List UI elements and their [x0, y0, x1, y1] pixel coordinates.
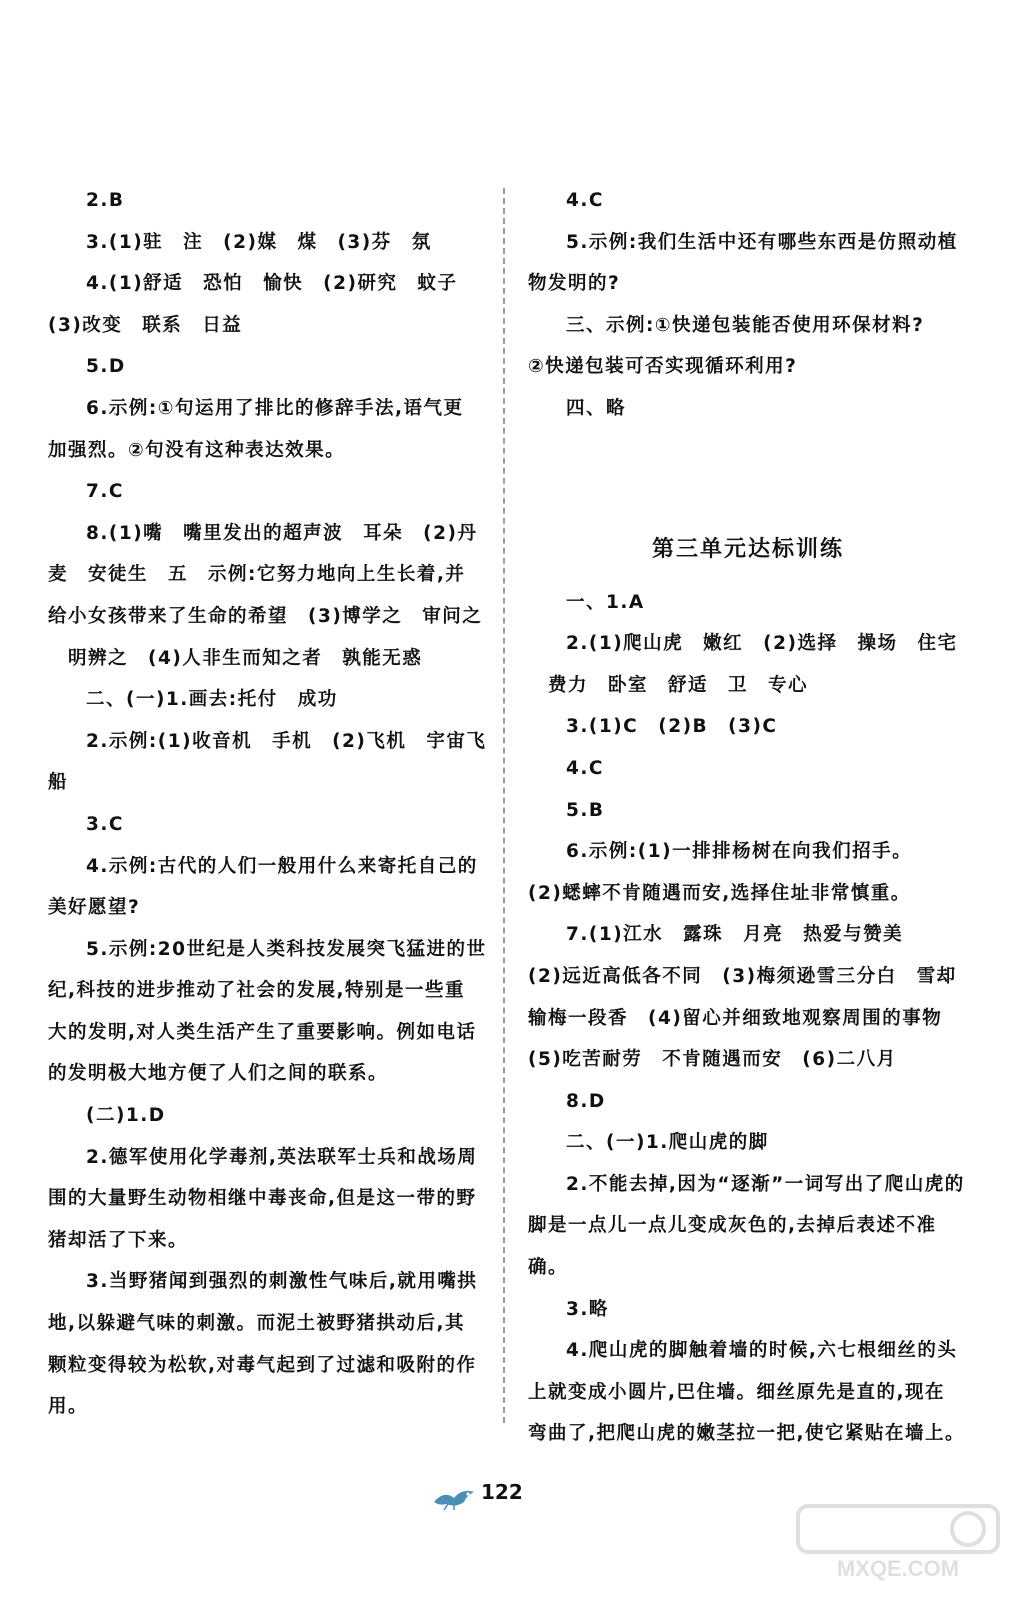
answer-line: 7.C — [86, 481, 124, 503]
answer-line: 给小女孩带来了生命的希望 (3)博学之 审问之 — [48, 605, 483, 627]
answer-line: 5.D — [86, 356, 126, 378]
right-column — [528, 180, 968, 1455]
answer-line: 3.当野猪闻到强烈的刺激性气味后,就用嘴拱 — [86, 1271, 478, 1293]
answer-line: 的发明极大地方便了人们之间的联系。 — [48, 1063, 389, 1085]
answer-line: 美好愿望? — [48, 897, 141, 919]
answer-line: 4.示例:古代的人们一般用什么来寄托自己的 — [86, 855, 478, 877]
column-divider — [503, 188, 505, 1423]
answer-line: 2.不能去掉,因为“逐渐”一词写出了爬山虎的 — [566, 1173, 965, 1195]
answer-line: (二)1.D — [86, 1105, 166, 1127]
section-gap — [528, 430, 968, 518]
answer-line: 颗粒变得较为松软,对毒气起到了过滤和吸附的作 — [48, 1354, 477, 1376]
answer-line: 物发明的? — [528, 273, 621, 295]
answer-line: 8.(1)嘴 嘴里发出的超声波 耳朵 (2)丹 — [86, 522, 478, 544]
bird-logo-icon — [430, 1484, 478, 1510]
answer-line: 加强烈。②句没有这种表达效果。 — [48, 439, 346, 461]
answer-line: 4.(1)舒适 恐怕 愉快 (2)研究 蚊子 — [86, 273, 458, 295]
answer-line: 纪,科技的进步推动了社会的发展,特别是一些重 — [48, 980, 466, 1002]
answer-line: (5)吃苦耐劳 不肯随遇而安 (6)二八月 — [528, 1049, 897, 1071]
answer-line: 三、示例:①快递包装能否使用环保材料? — [566, 314, 925, 336]
answer-line: 围的大量野生动物相继中毒丧命,但是这一带的野 — [48, 1188, 477, 1210]
answer-line: 2.(1)爬山虎 嫩红 (2)选择 操场 住宅 — [566, 633, 958, 655]
answer-line: 脚是一点儿一点儿变成灰色的,去掉后表述不准 — [528, 1215, 937, 1237]
answer-line: 费力 卧室 舒适 卫 专心 — [528, 674, 809, 696]
answer-line: 7.(1)江水 露珠 月亮 热爱与赞美 — [566, 924, 904, 946]
answer-line: 4.C — [566, 190, 604, 211]
answer-line: (2)远近高低各不同 (3)梅须逊雪三分白 雪却 — [528, 965, 957, 987]
page-number: 122 — [481, 1480, 523, 1504]
answer-line: 5.B — [566, 799, 605, 821]
left-column — [48, 180, 487, 1428]
answer-line: 船 — [48, 772, 69, 794]
answer-line: 猪却活了下来。 — [48, 1229, 189, 1251]
answer-line: 四、略 — [566, 397, 627, 419]
section-title: 第三单元达标训练 — [651, 536, 844, 562]
answer-line: 地,以躲避气味的刺激。而泥土被野猪拱动后,其 — [48, 1313, 466, 1335]
answer-line: 上就变成小圆片,巴住墙。细丝原先是直的,现在 — [528, 1381, 946, 1403]
answer-line: 大的发明,对人类生活产生了重要影响。例如电话 — [48, 1021, 477, 1043]
answer-line: 3.(1)C (2)B (3)C — [566, 716, 778, 738]
watermark-text: MXQE.COM — [836, 1556, 960, 1581]
right-top-answers — [528, 180, 968, 430]
answer-line: 4.爬山虎的脚触着墙的时候,六七根细丝的头 — [566, 1340, 958, 1362]
answer-line: ②快递包装可否实现循环利用? — [528, 356, 798, 378]
answer-line: 3.C — [86, 813, 124, 835]
answer-line: 一、1.A — [566, 591, 645, 613]
answer-line: 弯曲了,把爬山虎的嫩茎拉一把,使它紧贴在墙上。 — [528, 1423, 966, 1445]
answer-line: 3.略 — [566, 1298, 609, 1320]
answer-line: 5.示例:我们生活中还有哪些东西是仿照动植 — [566, 231, 958, 253]
answer-line: 6.示例:(1)一排排杨树在向我们招手。 — [566, 841, 913, 863]
answer-line: 输梅一段香 (4)留心并细致地观察周围的事物 — [528, 1007, 943, 1029]
answer-line: 2.示例:(1)收音机 手机 (2)飞机 宇宙飞 — [86, 730, 487, 752]
answer-line: 3.(1)驻 注 (2)媒 煤 (3)芬 氛 — [86, 231, 432, 253]
answer-line: 2.德军使用化学毒剂,英法联军士兵和战场周 — [86, 1146, 478, 1168]
answer-line: 确。 — [528, 1257, 569, 1279]
answer-line: 麦 安徒生 五 示例:它努力地向上生长着,并 — [48, 564, 466, 586]
right-bottom-answers — [528, 582, 968, 1455]
answer-line: 用。 — [48, 1396, 89, 1418]
answer-line: 2.B — [86, 190, 125, 211]
watermark-logo — [788, 1502, 1008, 1582]
answer-line: 6.示例:①句运用了排比的修辞手法,语气更 — [86, 397, 464, 419]
answer-line: 二、(一)1.爬山虎的脚 — [566, 1132, 769, 1154]
answer-line: 4.C — [566, 757, 604, 779]
answer-line: 8.D — [566, 1090, 606, 1112]
answer-line: 二、(一)1.画去:托付 成功 — [86, 689, 338, 711]
answer-line: (3)改变 联系 日益 — [48, 314, 243, 336]
answer-line: 5.示例:20世纪是人类科技发展突飞猛进的世 — [86, 938, 487, 960]
answer-line: (2)蟋蟀不肯随遇而安,选择住址非常慎重。 — [528, 882, 911, 904]
answer-line: 明辨之 (4)人非生而知之者 孰能无惑 — [48, 647, 423, 669]
